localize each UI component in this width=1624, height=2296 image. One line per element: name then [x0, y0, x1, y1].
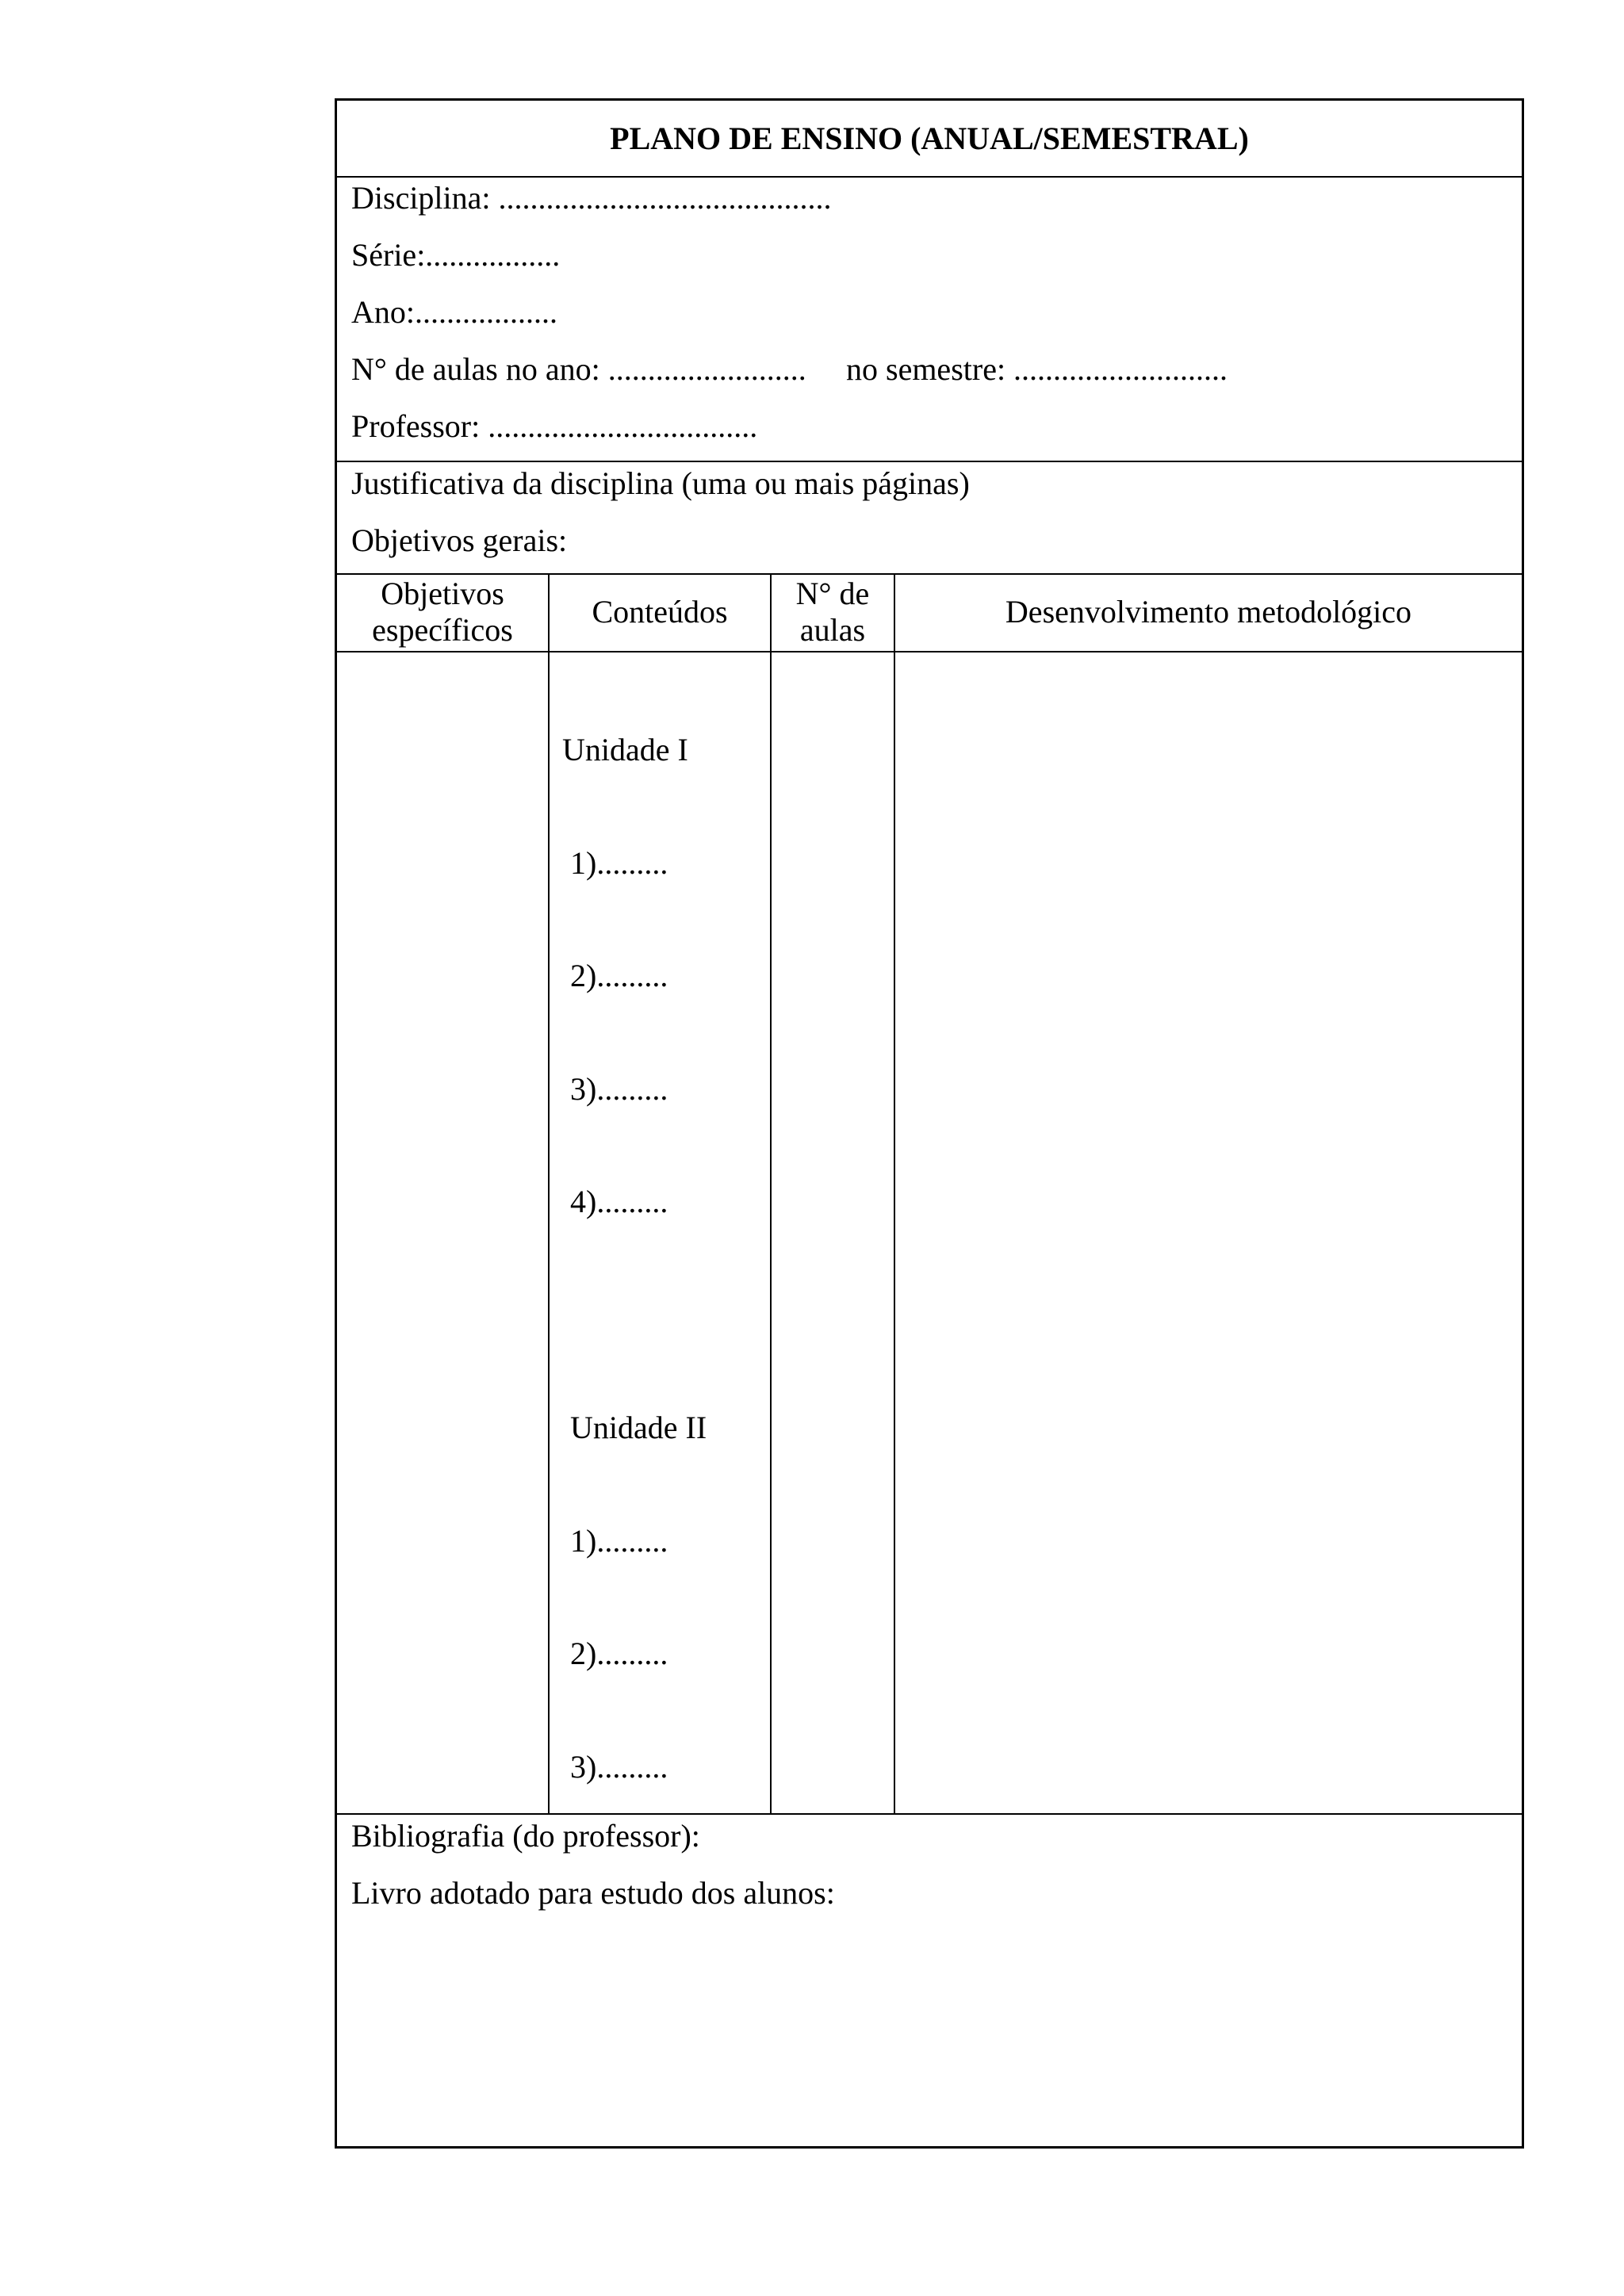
unidade-1-item: 3)......... [562, 1070, 668, 1107]
unidade-1-item: 4)......... [562, 1184, 668, 1219]
aulas-ano-field[interactable]: N° de aulas no ano: ......................... [351, 351, 806, 387]
col-header-objetivos [337, 573, 548, 651]
col-header-conteudos [550, 573, 770, 651]
conteudos-list [562, 656, 707, 1861]
unidade-2-title: Unidade II [562, 1410, 707, 1445]
col-header-objetivos-text: Objetivos específicos [372, 576, 513, 648]
professor-field[interactable]: Professor: .................................. [351, 408, 758, 444]
unidade-1-item: 1)......... [562, 844, 668, 881]
col-header-aulas-text: N° de aulas [795, 576, 870, 648]
col-divider-1 [548, 573, 550, 1813]
divider-title [337, 176, 1522, 178]
teaching-plan-form [335, 98, 1524, 2149]
unidade-1-item: 2)......... [562, 958, 668, 993]
justificativa-label[interactable]: Justificativa da disciplina (uma ou mais páginas) [351, 465, 970, 501]
disciplina-field[interactable]: Disciplina: .......................................... [351, 180, 832, 216]
divider-table-bottom [337, 1813, 1522, 1815]
divider-table-header [337, 651, 1522, 652]
spacer [562, 1296, 707, 1334]
unidade-2-item: 3)......... [562, 1748, 668, 1785]
objetivos-gerais-label[interactable]: Objetivos gerais: [351, 522, 568, 558]
bibliografia-label[interactable]: Bibliografia (do professor): [351, 1818, 700, 1854]
aulas-semestre-field[interactable]: no semestre: ........................... [846, 351, 1228, 387]
unidade-2-item: 1)......... [562, 1522, 668, 1559]
col-header-aulas [772, 573, 894, 651]
livro-adotado-label[interactable]: Livro adotado para estudo dos alunos: [351, 1875, 835, 1911]
col-header-desenvolvimento [895, 573, 1522, 651]
col-header-desenvolvimento-text: Desenvolvimento metodológico [1005, 594, 1412, 629]
col-header-conteudos-text: Conteúdos [592, 594, 728, 629]
form-title: PLANO DE ENSINO (ANUAL/SEMESTRAL) [610, 121, 1249, 156]
serie-field[interactable]: Série:................. [351, 237, 561, 273]
ano-field[interactable]: Ano:.................. [351, 294, 557, 330]
col-divider-3 [894, 573, 895, 1813]
unidade-1-title: Unidade I [562, 732, 688, 767]
col-divider-2 [770, 573, 772, 1813]
divider-info [337, 461, 1522, 462]
unidade-2-item: 2)......... [562, 1636, 668, 1671]
